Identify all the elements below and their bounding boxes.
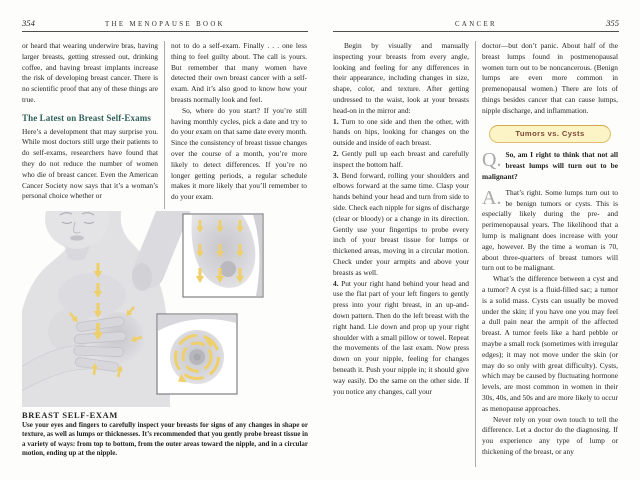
answer-text: That’s right. Some lumps turn out to be benign tumors or cysts. This is especially likely during the pre- and perimenopausal years. The likelihood that a lump is malignant does increase with your age, however. By the time a woman is 70, about three-quarters of breast tumors will turn out to be malignant.	[482, 187, 618, 273]
q-dropcap: Q.	[482, 149, 502, 172]
step-number: 2.	[333, 148, 339, 158]
paragraph: doctor—but don’t panic. About half of the breast lumps found in postmenopausal women turn out to be noncancerous. (Benign lumps are even more common in premenopausal women.) There are lots of things besides cancer that can cause lumps, nipple discharge, and inflammation.	[482, 41, 618, 115]
question-text: So, am I right to think that not all breast lumps will turn out to be malignant?	[482, 150, 618, 181]
answer-block	[482, 188, 618, 274]
paragraph: not to do a self-exam. Finally . . . one less thing to feel guilty about. The call is yours. But remember that many women have detected their own breast cancer with a self-exam. And it’s also good to know how your breasts normally look and feel.	[171, 41, 307, 104]
header-rule	[22, 31, 308, 32]
paragraph: or heard that wearing underwire bras, having larger breasts, getting stressed out, drinking coffee, and having breast implants increase the risk of developing breast cancer. There is no scientific proof that any of these things are true.	[22, 41, 158, 104]
step-number: 1.	[333, 116, 339, 126]
a-dropcap: A.	[482, 186, 502, 209]
inset-vertical-strokes	[183, 214, 263, 297]
page-354	[22, 16, 308, 458]
inset-circular-motion	[157, 314, 237, 394]
step-item	[333, 171, 469, 279]
step-text: Turn to one side and then the other, with hands on hips, looking for changes on the outside and inside of each breast.	[333, 116, 469, 148]
step-item	[333, 279, 469, 398]
text-columns	[333, 41, 619, 467]
step-item	[333, 117, 469, 149]
paragraph: Never rely on your own touch to tell the difference. Let a doctor do the diagnosing. If you experience any type of lump or thickening of the breast, or any	[482, 414, 618, 456]
running-header	[333, 16, 619, 28]
left-column	[22, 41, 158, 209]
left-column	[333, 41, 469, 467]
header-rule	[333, 31, 619, 32]
running-head-title: THE MENOPAUSE BOOK	[105, 21, 225, 28]
paragraph: What’s the difference between a cyst and a tumor? A cyst is a fluid-filled sac; a tumor is a solid mass. Cysts can usually be moved under the skin; if you have one you may feel a dull pain near the armpit of the affected breast. A tumor feels like a hard pebble or maybe a small rock (sometimes with irregular edges); it may not move under the skin (or may do so only with great difficulty). Cysts, which may be caused by fluctuating hormone levels, are most common in women in their 30s, 40s, and 50s and are more likely to occur as menopause approaches.	[482, 274, 618, 413]
step-number: 4.	[333, 278, 339, 288]
section-badge: Tumors vs. Cysts	[489, 125, 611, 144]
paragraph: Here’s a development that may surprise you. While most doctors still urge their patients to do self-exams, researchers have found that they do not reduce the number of women who die of breast cancer. Even the American Cancer Society now says that it’s a woman’s personal choice whether or	[22, 126, 158, 201]
step-text: Gently pull up each breast and carefully inspect the bottom half.	[333, 148, 469, 169]
paragraph: Begin by visually and manually inspecting your breasts from every angle, looking and feeling for any differences in their appearance, including changes in size, shape, color, and texture. After getting undressed to the waist, look at your breasts head-on in the mirror and:	[333, 41, 469, 115]
column-divider	[475, 41, 476, 467]
step-text: Put your right hand behind your head and use the flat part of your left fingers to gently press into your right breast, in an up-and-down pattern. Then do the left breast with the right hand. Lie down and prop up your right shoulder with a small pillow or towel. Repeat the movements of the last exam. Now press down on your nipple, feeling for changes beneath it. Push your nipple in; it should give way easily. Do the same on the other side. If you notice any changes, call your	[333, 278, 469, 396]
page-number: 355	[606, 18, 619, 28]
running-header	[22, 16, 308, 28]
step-item	[333, 149, 469, 171]
paragraph: So, where do you start? If you’re still having monthly cycles, pick a date and try to do your exam on that same date every month. Since the consistency of breast tissue changes over the course of a month, you’re more likely to detect differences. If you’re no longer getting periods, a regular schedule makes it more likely that you’ll remember to do your exam.	[171, 105, 307, 202]
right-column	[171, 41, 307, 209]
caption-title: BREAST SELF-EXAM	[22, 411, 118, 420]
question-block	[482, 150, 618, 182]
page-number: 354	[22, 18, 35, 28]
right-column	[482, 41, 618, 467]
breast-self-exam-illustration	[22, 211, 308, 407]
page-355	[333, 16, 619, 467]
step-text: Bend forward, rolling your shoulders and elbows forward at the same time. Clasp your hands behind your head and turn from side to side. Check each nipple for signs of discharge (clear or bloody) or a change in its direction. Gently use your fingertips to probe every inch of your breast tissue for lumps or thickened areas, moving in a circular motion. Check under your armpits and above your breasts as well.	[333, 170, 469, 277]
step-number: 3.	[333, 170, 339, 180]
figure-caption	[22, 411, 308, 458]
caption-body: Use your eyes and fingers to carefully inspect your breasts for signs of any changes in shape or texture, as well as lumps or thicknesses. It’s recommended that you gently probe breast tissue in a variety of ways: from top to bottom, from the outer areas toward the nipple, and in a circular motion, ending up at the nipple.	[22, 421, 308, 457]
column-divider	[164, 41, 165, 209]
running-head-title: CANCER	[455, 21, 497, 28]
section-heading: The Latest on Breast Self-Exams	[22, 112, 151, 123]
text-columns	[22, 41, 308, 209]
